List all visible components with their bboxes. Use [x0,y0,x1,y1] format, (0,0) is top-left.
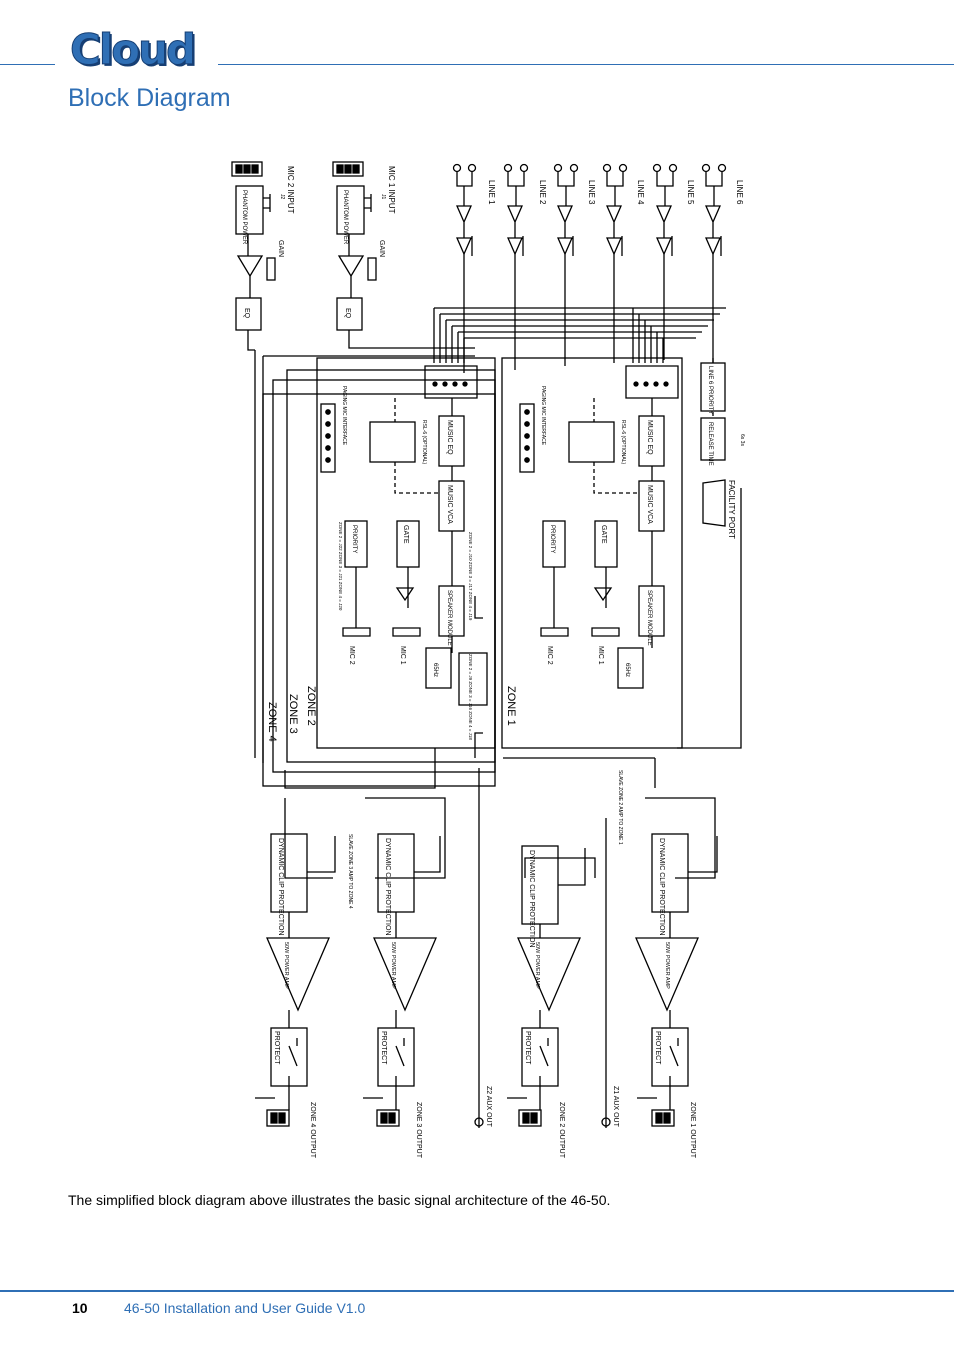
zone2-output-label: ZONE 2 OUTPUT [558,1102,565,1159]
speaker-module-label-z1: SPEAKER MODULE [646,590,652,646]
release-time-label: RELEASE TIME [707,422,713,466]
power-label-z2: 50W POWER AMP [534,942,540,989]
priority-label-z2: PRIORITY [351,525,357,554]
clip-label-z4: DYNAMIC CLIP PROTECTION [277,838,284,936]
line-input-stages [457,206,721,373]
zone2-jumper-music: ZONE 2 = J10 ZONE 3 = J17 ZONE 4 = J19 [468,532,473,621]
input-bus [255,308,726,763]
header-rule-right [218,64,954,65]
power-label-z1: 50W POWER AMP [664,942,670,989]
output-connectors [255,1086,674,1126]
mic1-label-z1: MIC 1 [597,646,604,665]
zone2-jumper-gate: ZONE 2 = J22 ZONE 3 = J21 ZONE 4 = J20 [338,522,343,611]
page-title: Block Diagram [68,84,231,112]
facility-port-label: FACILITY PORT [727,480,736,539]
priority-label-z1: PRIORITY [549,525,555,554]
phantom-label-mic2: PHANTOM POWER [241,190,247,245]
music-eq-label-z1: MUSIC EQ [646,420,653,455]
hpf-label-z1: 65Hz [624,663,630,678]
gain-label-mic2: GAIN [277,240,284,258]
block-diagram [241,158,757,1159]
paging-label-z1: PAGING MIC INTERFACE [540,386,546,446]
protect-label-z2: PROTECT [524,1031,531,1065]
music-eq-label-z2: MUSIC EQ [446,420,453,455]
diagram-caption: The simplified block diagram above illustrates the basic signal architecture of the 46-50. [68,1192,611,1208]
protect-label-z4: PROTECT [273,1031,280,1065]
line6-priority-label: LINE 6 PRIORITY [707,366,713,415]
gate-label-z2: GATE [402,525,409,544]
paging-label-z2: PAGING MIC INTERFACE [341,386,347,446]
clip-label-z3: DYNAMIC CLIP PROTECTION [384,838,391,936]
z2-aux-out-label: Z2 AUX OUT [485,1086,492,1127]
mic2-input-label: MIC 2 INPUT [286,166,295,214]
eq-label-mic2: EQ [243,308,250,319]
header-rule-left [0,64,55,65]
zone3-output-label: ZONE 3 OUTPUT [415,1102,422,1159]
cloud-logo: Cloud [70,25,195,74]
rsl6-label-z1: RSL-6 (OPTIONAL) [620,420,626,465]
release-opts-label: 6s 3s [739,434,745,446]
mic1-label-z2: MIC 1 [399,646,406,665]
zone2-jumper-hpf: ZONE 2 = J9 ZONE 3 = J16 ZONE 4 = J18 [468,654,473,740]
line1-label: LINE 1 [487,180,496,205]
eq-label-mic1: EQ [344,308,351,319]
line5-label: LINE 5 [686,180,695,205]
slave-z3-label: SLAVE ZONE 3 AMP TO ZONE 4 [347,834,353,909]
j2-label: J2 [279,194,285,200]
clip-label-z2: DYNAMIC CLIP PROTECTION [528,850,535,948]
slave-z2-label: SLAVE ZONE 2 AMP TO ZONE 1 [617,770,623,845]
line6-label: LINE 6 [735,180,744,205]
footer-doc-title: 46-50 Installation and User Guide V1.0 [124,1300,366,1316]
line2-label: LINE 2 [538,180,547,205]
speaker-module-label-z2: SPEAKER MODULE [446,590,452,646]
control-blocks [677,358,741,748]
clip-label-z1: DYNAMIC CLIP PROTECTION [658,838,665,936]
zone1-output-label: ZONE 1 OUTPUT [689,1102,696,1159]
protect-label-z3: PROTECT [380,1031,387,1065]
music-vca-label-z2: MUSIC VCA [446,485,453,524]
line3-label: LINE 3 [587,180,596,205]
mic1-input-label: MIC 1 INPUT [387,166,396,214]
j1-label: J1 [380,194,386,200]
zone4-output-label: ZONE 4 OUTPUT [309,1102,316,1159]
mic2-label-z2: MIC 2 [348,646,355,665]
zone4-label: ZONE 4 [266,702,278,742]
phantom-label-mic1: PHANTOM POWER [342,190,348,245]
protect-label-z1: PROTECT [654,1031,661,1065]
page-number: 10 [72,1300,88,1316]
z1-aux-out-label: Z1 AUX OUT [612,1086,619,1127]
mic2-label-z1: MIC 2 [546,646,553,665]
line4-label: LINE 4 [636,180,645,205]
mic-inputs [232,162,475,350]
gain-label-mic1: GAIN [378,240,385,258]
gate-label-z1: GATE [600,525,607,544]
rsl6-label-z2: RSL-6 (OPTIONAL) [421,420,427,465]
power-label-z4: 50W POWER AMP [283,942,289,989]
power-label-z3: 50W POWER AMP [390,942,396,989]
zone1-label: ZONE 1 [505,686,517,726]
zone2-label: ZONE 2 [305,686,317,726]
amp-chains [267,834,717,1086]
zone3-label: ZONE 3 [287,694,299,734]
music-vca-label-z1: MUSIC VCA [646,485,653,524]
hpf-label-z2: 65Hz [432,663,438,678]
footer-rule [0,1290,954,1292]
